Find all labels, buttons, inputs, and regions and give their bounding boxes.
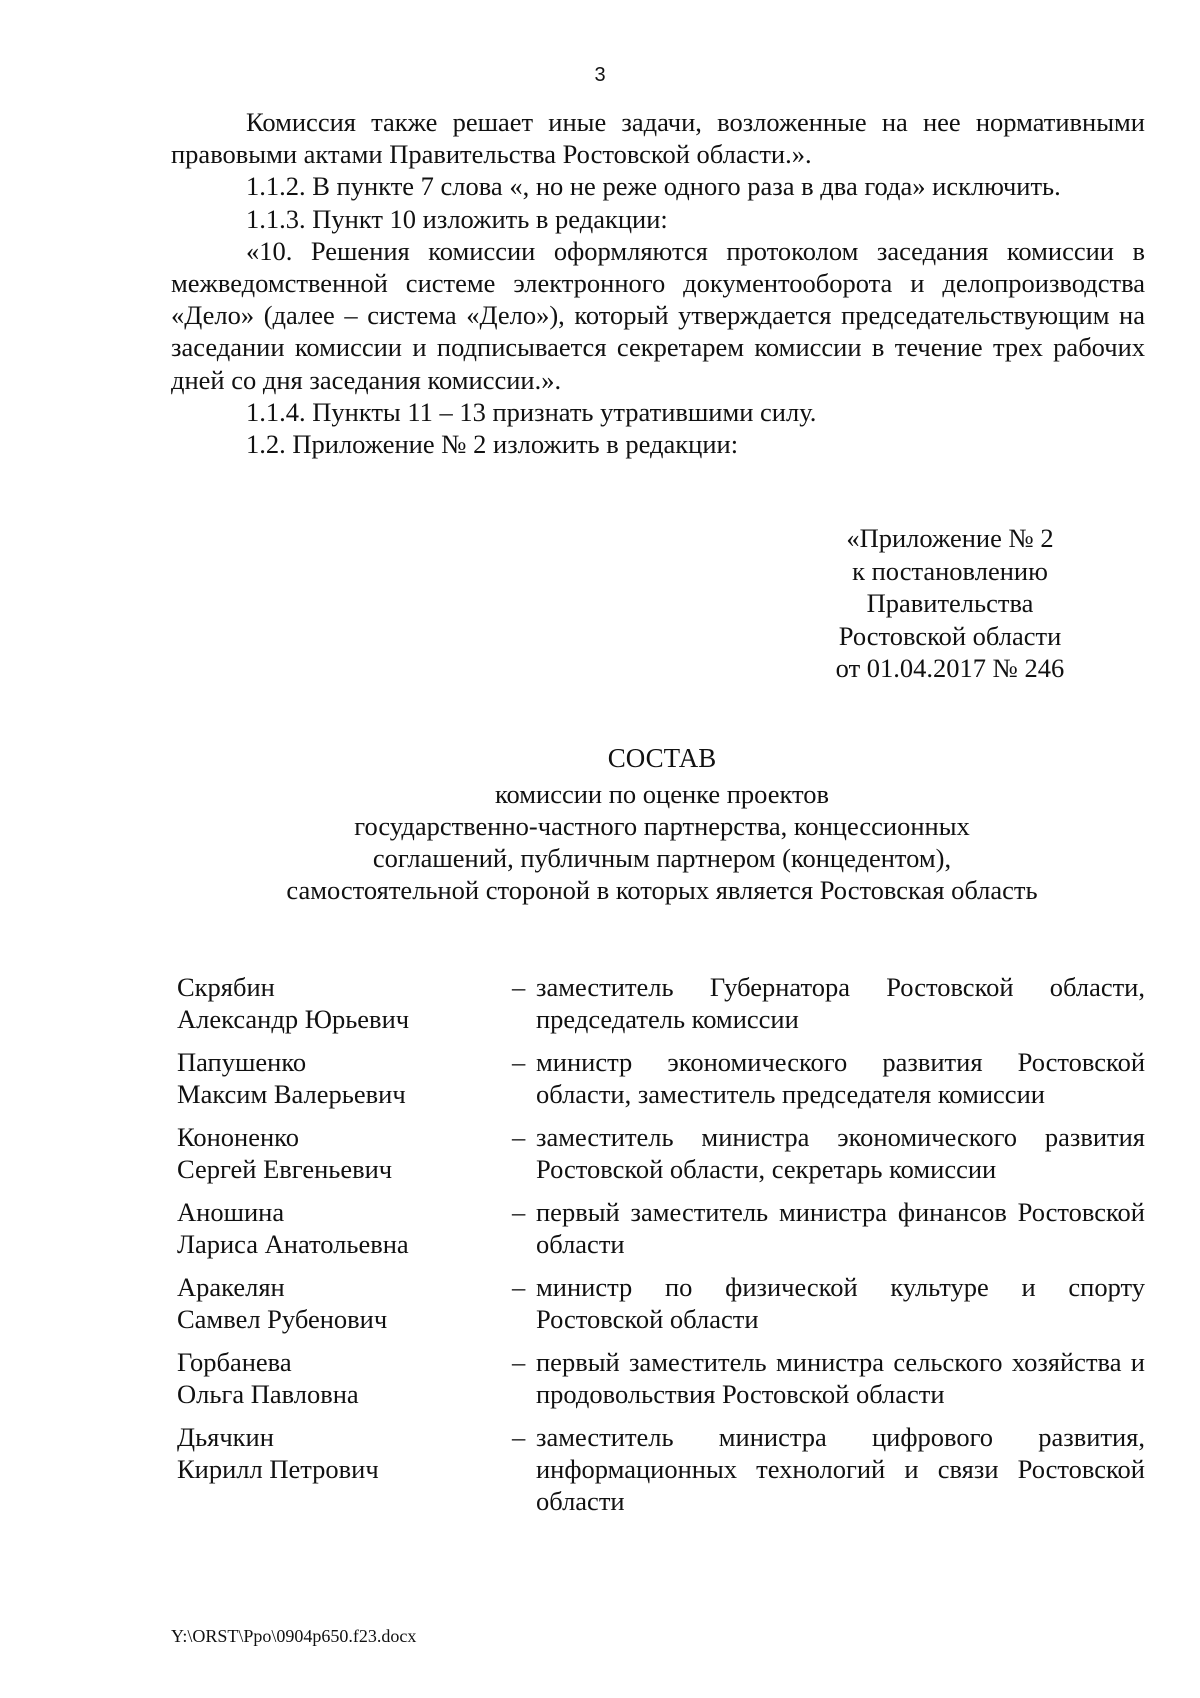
member-name [177, 1121, 512, 1185]
member-row [177, 1046, 1145, 1110]
member-dash: – [512, 1347, 526, 1377]
composition-subtitle [0, 778, 1200, 906]
paragraph-1-2: 1.2. Приложение № 2 изложить в редакции: [246, 429, 739, 460]
member-dash: – [512, 1272, 526, 1302]
subtitle-line: государственно-частного партнерства, концессионных [354, 811, 970, 841]
paragraph-1-1-2: 1.1.2. В пункте 7 слова «, но не реже одного раза в два года» исключить. [246, 171, 1061, 202]
member-given-name: Самвел Рубенович [177, 1304, 388, 1334]
member-role: заместитель министра цифрового развития, информационных технологий и связи Ростовской области [536, 1422, 1145, 1516]
member-name [177, 1421, 512, 1517]
member-surname: Папушенко [177, 1047, 307, 1077]
member-given-name: Александр Юрьевич [177, 1004, 410, 1034]
composition-title: СОСТАВ [607, 743, 717, 773]
member-given-name: Сергей Евгеньевич [177, 1154, 393, 1184]
member-given-name: Максим Валерьевич [177, 1079, 406, 1109]
member-row [177, 1421, 1145, 1517]
appendix-line: к постановлению [852, 555, 1048, 586]
member-given-name: Лариса Анатольевна [177, 1229, 409, 1259]
subtitle-line: соглашений, публичным партнером (концедентом), [372, 843, 952, 873]
member-surname: Дьячкин [177, 1422, 274, 1452]
member-dash: – [512, 972, 526, 1002]
member-dash: – [512, 1122, 526, 1152]
footer-file-path: Y:\ORST\Ppo\0904p650.f23.docx [171, 1626, 417, 1646]
member-row [177, 1121, 1145, 1185]
member-name [177, 1271, 512, 1335]
member-dash: – [512, 1197, 526, 1227]
member-role: заместитель министра экономического развития Ростовской области, секретарь комиссии [536, 1122, 1145, 1184]
subtitle-line: самостоятельной стороной в которых является Ростовская область [286, 875, 1038, 905]
appendix-reference [800, 522, 1100, 685]
member-row [177, 1196, 1145, 1260]
member-name [177, 1196, 512, 1260]
document-body [171, 106, 1145, 460]
member-role: министр по физической культуре и спорту Ростовской области [536, 1272, 1145, 1334]
member-given-name: Ольга Павловна [177, 1379, 359, 1409]
paragraph-item-10: «10. Решения комиссии оформляются протоколом заседания комиссии в межведомственной системе электронного документооборота и делопроизводства «Дело» (далее – система «Дело»), который утверждается председательствующим на заседании комиссии и подписывается секретарем комиссии в течение трех рабочих дней со дня заседания комиссии.». [171, 235, 1145, 395]
member-surname: Аношина [177, 1197, 285, 1227]
appendix-line: «Приложение № 2 [846, 523, 1054, 553]
member-dash: – [512, 1422, 526, 1452]
member-row [177, 971, 1145, 1035]
member-surname: Горбанева [177, 1347, 292, 1377]
member-role: заместитель Губернатора Ростовской области, председатель комиссии [536, 972, 1145, 1034]
member-given-name: Кирилл Петрович [177, 1454, 379, 1484]
member-row [177, 1271, 1145, 1335]
paragraph-commission-tasks: Комиссия также решает иные задачи, возложенные на нее нормативными правовыми актами Правительства Ростовской области.». [171, 107, 1145, 170]
member-surname: Скрябин [177, 972, 275, 1002]
member-name [177, 1346, 512, 1410]
member-role: первый заместитель министра финансов Ростовской области [536, 1197, 1145, 1259]
member-name [177, 971, 512, 1035]
appendix-line: Правительства [866, 588, 1034, 618]
member-surname: Кононенко [177, 1122, 299, 1152]
member-surname: Аракелян [177, 1272, 285, 1302]
members-list [177, 971, 1145, 1528]
member-role: первый заместитель министра сельского хозяйства и продовольствия Ростовской области [536, 1347, 1145, 1409]
paragraph-1-1-4: 1.1.4. Пункты 11 – 13 признать утратившими силу. [246, 396, 817, 427]
appendix-line: от 01.04.2017 № 246 [835, 653, 1065, 683]
member-name [177, 1046, 512, 1110]
member-row [177, 1346, 1145, 1410]
subtitle-line: комиссии по оценке проектов [494, 779, 830, 809]
page-number: 3 [594, 64, 606, 86]
member-dash: – [512, 1047, 526, 1077]
appendix-line: Ростовской области [838, 620, 1062, 651]
paragraph-1-1-3: 1.1.3. Пункт 10 изложить в редакции: [246, 203, 668, 234]
member-role: министр экономического развития Ростовской области, заместитель председателя комиссии [536, 1047, 1145, 1109]
